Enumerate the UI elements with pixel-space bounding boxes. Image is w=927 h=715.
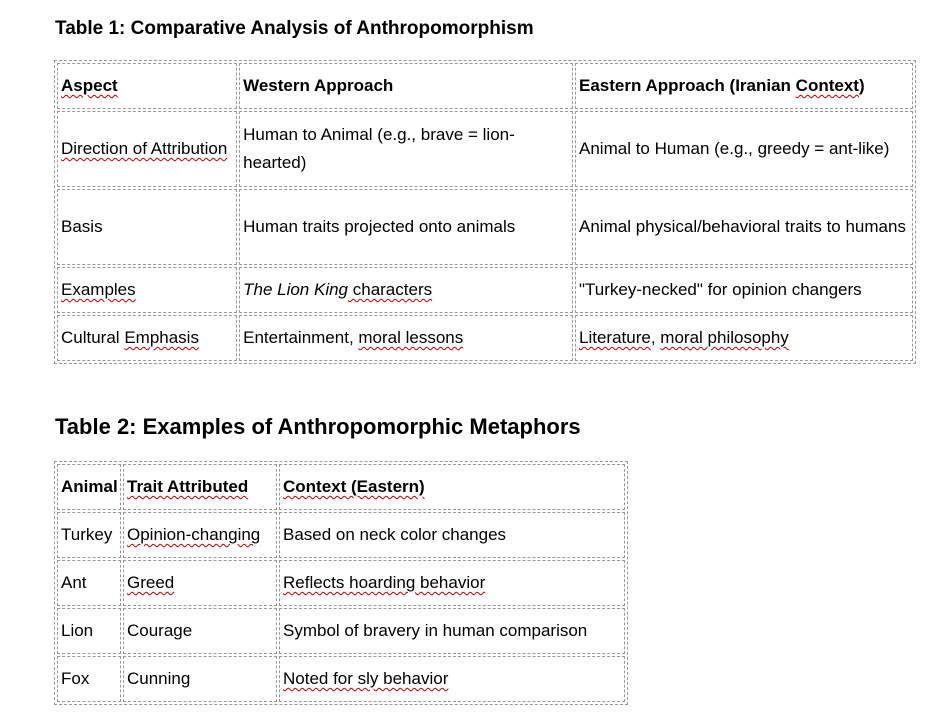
table2-caption: Table 2: Examples of Anthropomorphic Metaphors: [55, 414, 581, 439]
header-trait-attributed: Trait Attributed: [123, 464, 277, 510]
context-cell: Noted for sly behavior: [279, 656, 625, 702]
eastern-cell: Animal physical/behavioral traits to humans: [575, 189, 913, 265]
table2-header-row: [57, 464, 625, 510]
table-row: [57, 656, 625, 702]
table-row: [57, 560, 625, 606]
eastern-cell: Literature, moral philosophy: [575, 315, 913, 361]
western-cell: Human to Animal (e.g., brave = lion-hearted): [239, 111, 573, 187]
trait-cell: Greed: [123, 560, 277, 606]
western-cell: The Lion King characters: [239, 267, 573, 313]
animal-cell: Lion: [57, 608, 121, 654]
context-cell: Symbol of bravery in human comparison: [279, 608, 625, 654]
header-context-eastern: Context (Eastern): [279, 464, 625, 510]
aspect-cell: Cultural Emphasis: [57, 315, 237, 361]
western-cell: Human traits projected onto animals: [239, 189, 573, 265]
anthropomorphic-metaphors-table: [54, 461, 628, 705]
context-cell: Reflects hoarding behavior: [279, 560, 625, 606]
header-aspect: Aspect: [57, 63, 237, 109]
western-cell: Entertainment, moral lessons: [239, 315, 573, 361]
table-row: [57, 267, 913, 313]
header-animal: Animal: [57, 464, 121, 510]
table-row: [57, 608, 625, 654]
aspect-cell: Direction of Attribution: [57, 111, 237, 187]
trait-cell: Cunning: [123, 656, 277, 702]
trait-cell: Courage: [123, 608, 277, 654]
eastern-cell: Animal to Human (e.g., greedy = ant-like): [575, 111, 913, 187]
aspect-cell: Examples: [57, 267, 237, 313]
table-row: [57, 189, 913, 265]
table1-header-row: [57, 63, 913, 109]
table-row: [57, 512, 625, 558]
header-western-approach: Western Approach: [239, 63, 573, 109]
aspect-cell: Basis: [57, 189, 237, 265]
eastern-cell: "Turkey-necked" for opinion changers: [575, 267, 913, 313]
trait-cell: Opinion-changing: [123, 512, 277, 558]
table-row: [57, 315, 913, 361]
comparative-analysis-table: [54, 60, 916, 364]
table-row: [57, 111, 913, 187]
animal-cell: Turkey: [57, 512, 121, 558]
animal-cell: Fox: [57, 656, 121, 702]
context-cell: Based on neck color changes: [279, 512, 625, 558]
animal-cell: Ant: [57, 560, 121, 606]
header-eastern-approach: Eastern Approach (Iranian Context): [575, 63, 913, 109]
table1-caption: Table 1: Comparative Analysis of Anthropomorphism: [55, 18, 534, 39]
